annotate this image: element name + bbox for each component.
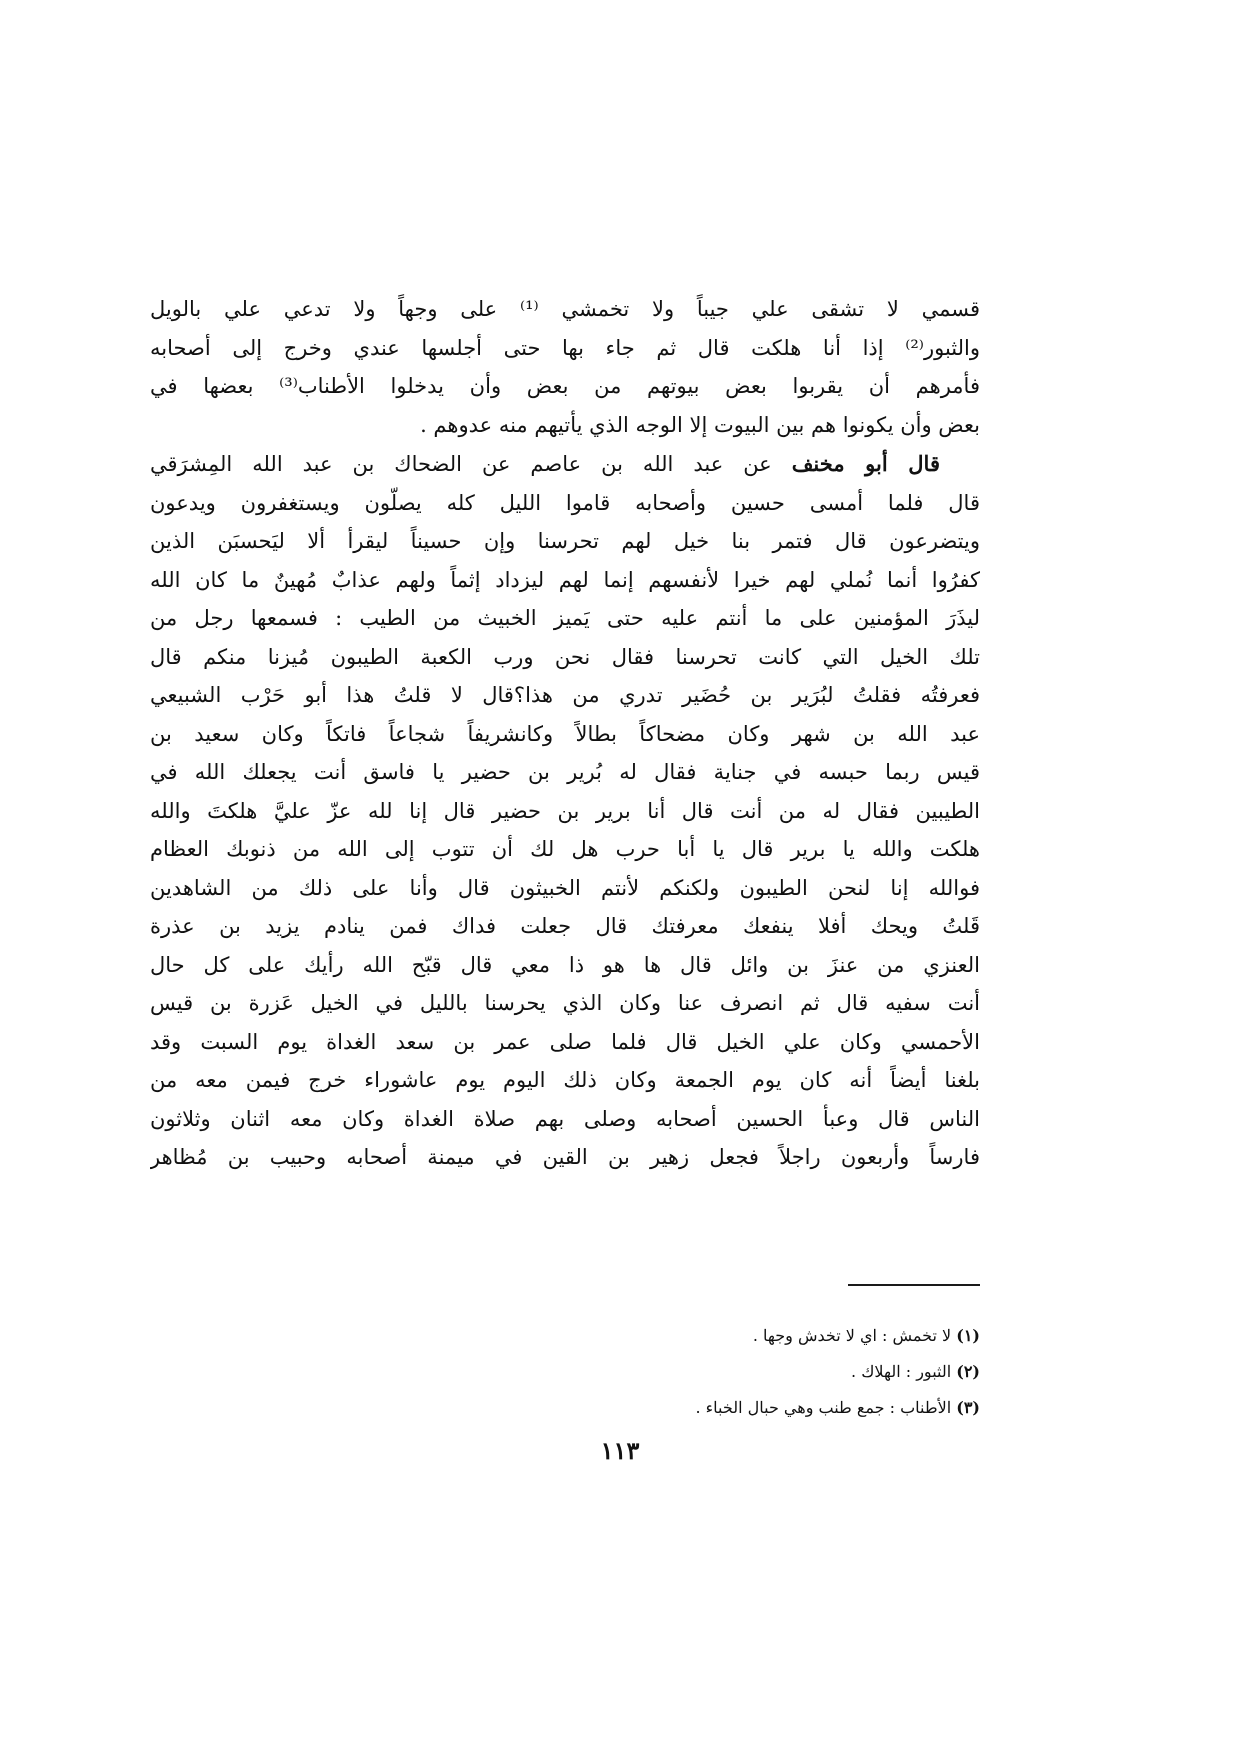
text-line: فوالله إنا لنحن الطيبون ولكنكم لأنتم الخبيثون قال وأنا على ذلك من الشاهدين xyxy=(150,875,980,900)
footnote-text: الثبور : الهلاك . xyxy=(851,1362,957,1381)
page-number: ١١٣ xyxy=(600,1436,640,1465)
paragraph-1 xyxy=(150,290,980,444)
text-line: قيس ربما حبسه في جناية فقال له بُرير بن حضير يا فاسق أنت يجعلك الله في xyxy=(150,760,980,784)
text-line: قسمي لا تشقى علي جيباً ولا تخمشي ⁽¹⁾ على وجهاً ولا تدعي علي بالويل xyxy=(150,297,980,321)
text-line: فعرفتُه فقلتُ لبُرَير بن حُضَير تدري من هذا؟قال لا قلتُ هذا أبو حَرْب الشبيعي xyxy=(150,683,980,707)
text-line: ليذَرَ المؤمنين على ما أنتم عليه حتى يَميز الخبيث من الطيب : فسمعها رجل من xyxy=(150,606,980,630)
text-line: بلغنا أيضاً أنه كان يوم الجمعة وكان ذلك اليوم يوم عاشوراء خرج فيمن معه من xyxy=(150,1068,980,1092)
footnote-number: (٣) xyxy=(956,1398,980,1417)
footnote-separator xyxy=(848,1284,980,1286)
text-line: الناس قال وعبأ الحسين أصحابه وصلى بهم صلاة الغداة وكان معه اثنان وثلاثون xyxy=(150,1106,980,1131)
paragraph-2 xyxy=(150,445,980,1177)
text-line: والثبور⁽²⁾ إذا أنا هلكت قال ثم جاء بها حتى أجلسها عندي وخرج إلى أصحابه xyxy=(150,335,980,360)
text-line-first xyxy=(150,445,980,484)
first-line-text: عن عبد الله بن عاصم عن الضحاك بن عبد الله المِشرَقي xyxy=(150,452,792,476)
text-line: قال فلما أمسى حسين وأصحابه قاموا الليل كله يصلّون ويستغفرون ويدعون xyxy=(150,490,980,515)
footnote-text: لا تخمش : اي لا تخدش وجها . xyxy=(752,1326,957,1345)
text-line: قَلتُ ويحك أفلا ينفعك معرفتك قال جعلت فداك فمن ينادم يزيد بن عذرة xyxy=(150,914,980,938)
footnotes xyxy=(500,1318,980,1426)
text-line: الأحمسي وكان علي الخيل قال فلما صلى عمر بن سعد الغداة يوم السبت وقد xyxy=(150,1029,980,1054)
text-line: هلكت والله يا برير قال يا أبا حرب هل لك أن تتوب إلى الله من ذنوبك العظام xyxy=(150,837,980,861)
footnote-number: (٢) xyxy=(956,1362,980,1381)
text-line: عبد الله بن شهر وكان مضحاكاً بطالاً وكانشريفاً شجاعاً فاتكاً وكان سعيد بن xyxy=(150,721,980,746)
text-line: الطيبين فقال له من أنت قال أنا برير بن حضير قال إنا لله عزّ عليَّ هلكتَ والله xyxy=(150,798,980,823)
text-line: فارساً وأربعون راجلاً فجعل زهير بن القين في ميمنة أصحابه وحبيب بن مُظاهر xyxy=(150,1145,980,1169)
text-line: كفرُوا أنما نُملي لهم خيرا لأنفسهم إنما لهم ليزداد إثماً ولهم عذابٌ مُهينٌ ما كان الله xyxy=(150,567,980,592)
speaker-name: قال أبو مخنف xyxy=(791,451,940,476)
text-line: أنت سفيه قال ثم انصرف عنا وكان الذي يحرسنا بالليل في الخيل عَزرة بن قيس xyxy=(150,991,980,1015)
text-line: فأمرهم أن يقربوا بعض بيوتهم من بعض وأن يدخلوا الأطناب⁽³⁾ بعضها في xyxy=(150,374,980,398)
text-line: تلك الخيل التي كانت تحرسنا فقال نحن ورب الكعبة الطيبون مُيزنا منكم قال xyxy=(150,644,980,669)
footnote-2 xyxy=(500,1354,980,1390)
text-line: بعض وأن يكونوا هم بين البيوت إلا الوجه الذي يأتيهم منه عدوهم . xyxy=(420,412,980,437)
footnote-text: الأطناب : جمع طنب وهي حبال الخباء . xyxy=(695,1398,957,1417)
text-line: العنزي من عنزَ بن وائل قال ها هو ذا معي قال قبّح الله رأيك على كل حال xyxy=(150,952,980,977)
footnote-number: (١) xyxy=(956,1326,980,1345)
footnote-3 xyxy=(500,1390,980,1426)
footnote-1 xyxy=(500,1318,980,1354)
text-line: ويتضرعون قال فتمر بنا خيل لهم تحرسنا وإن حسيناً ليقرأ ألا ليَحسبَن الذين xyxy=(150,529,980,553)
